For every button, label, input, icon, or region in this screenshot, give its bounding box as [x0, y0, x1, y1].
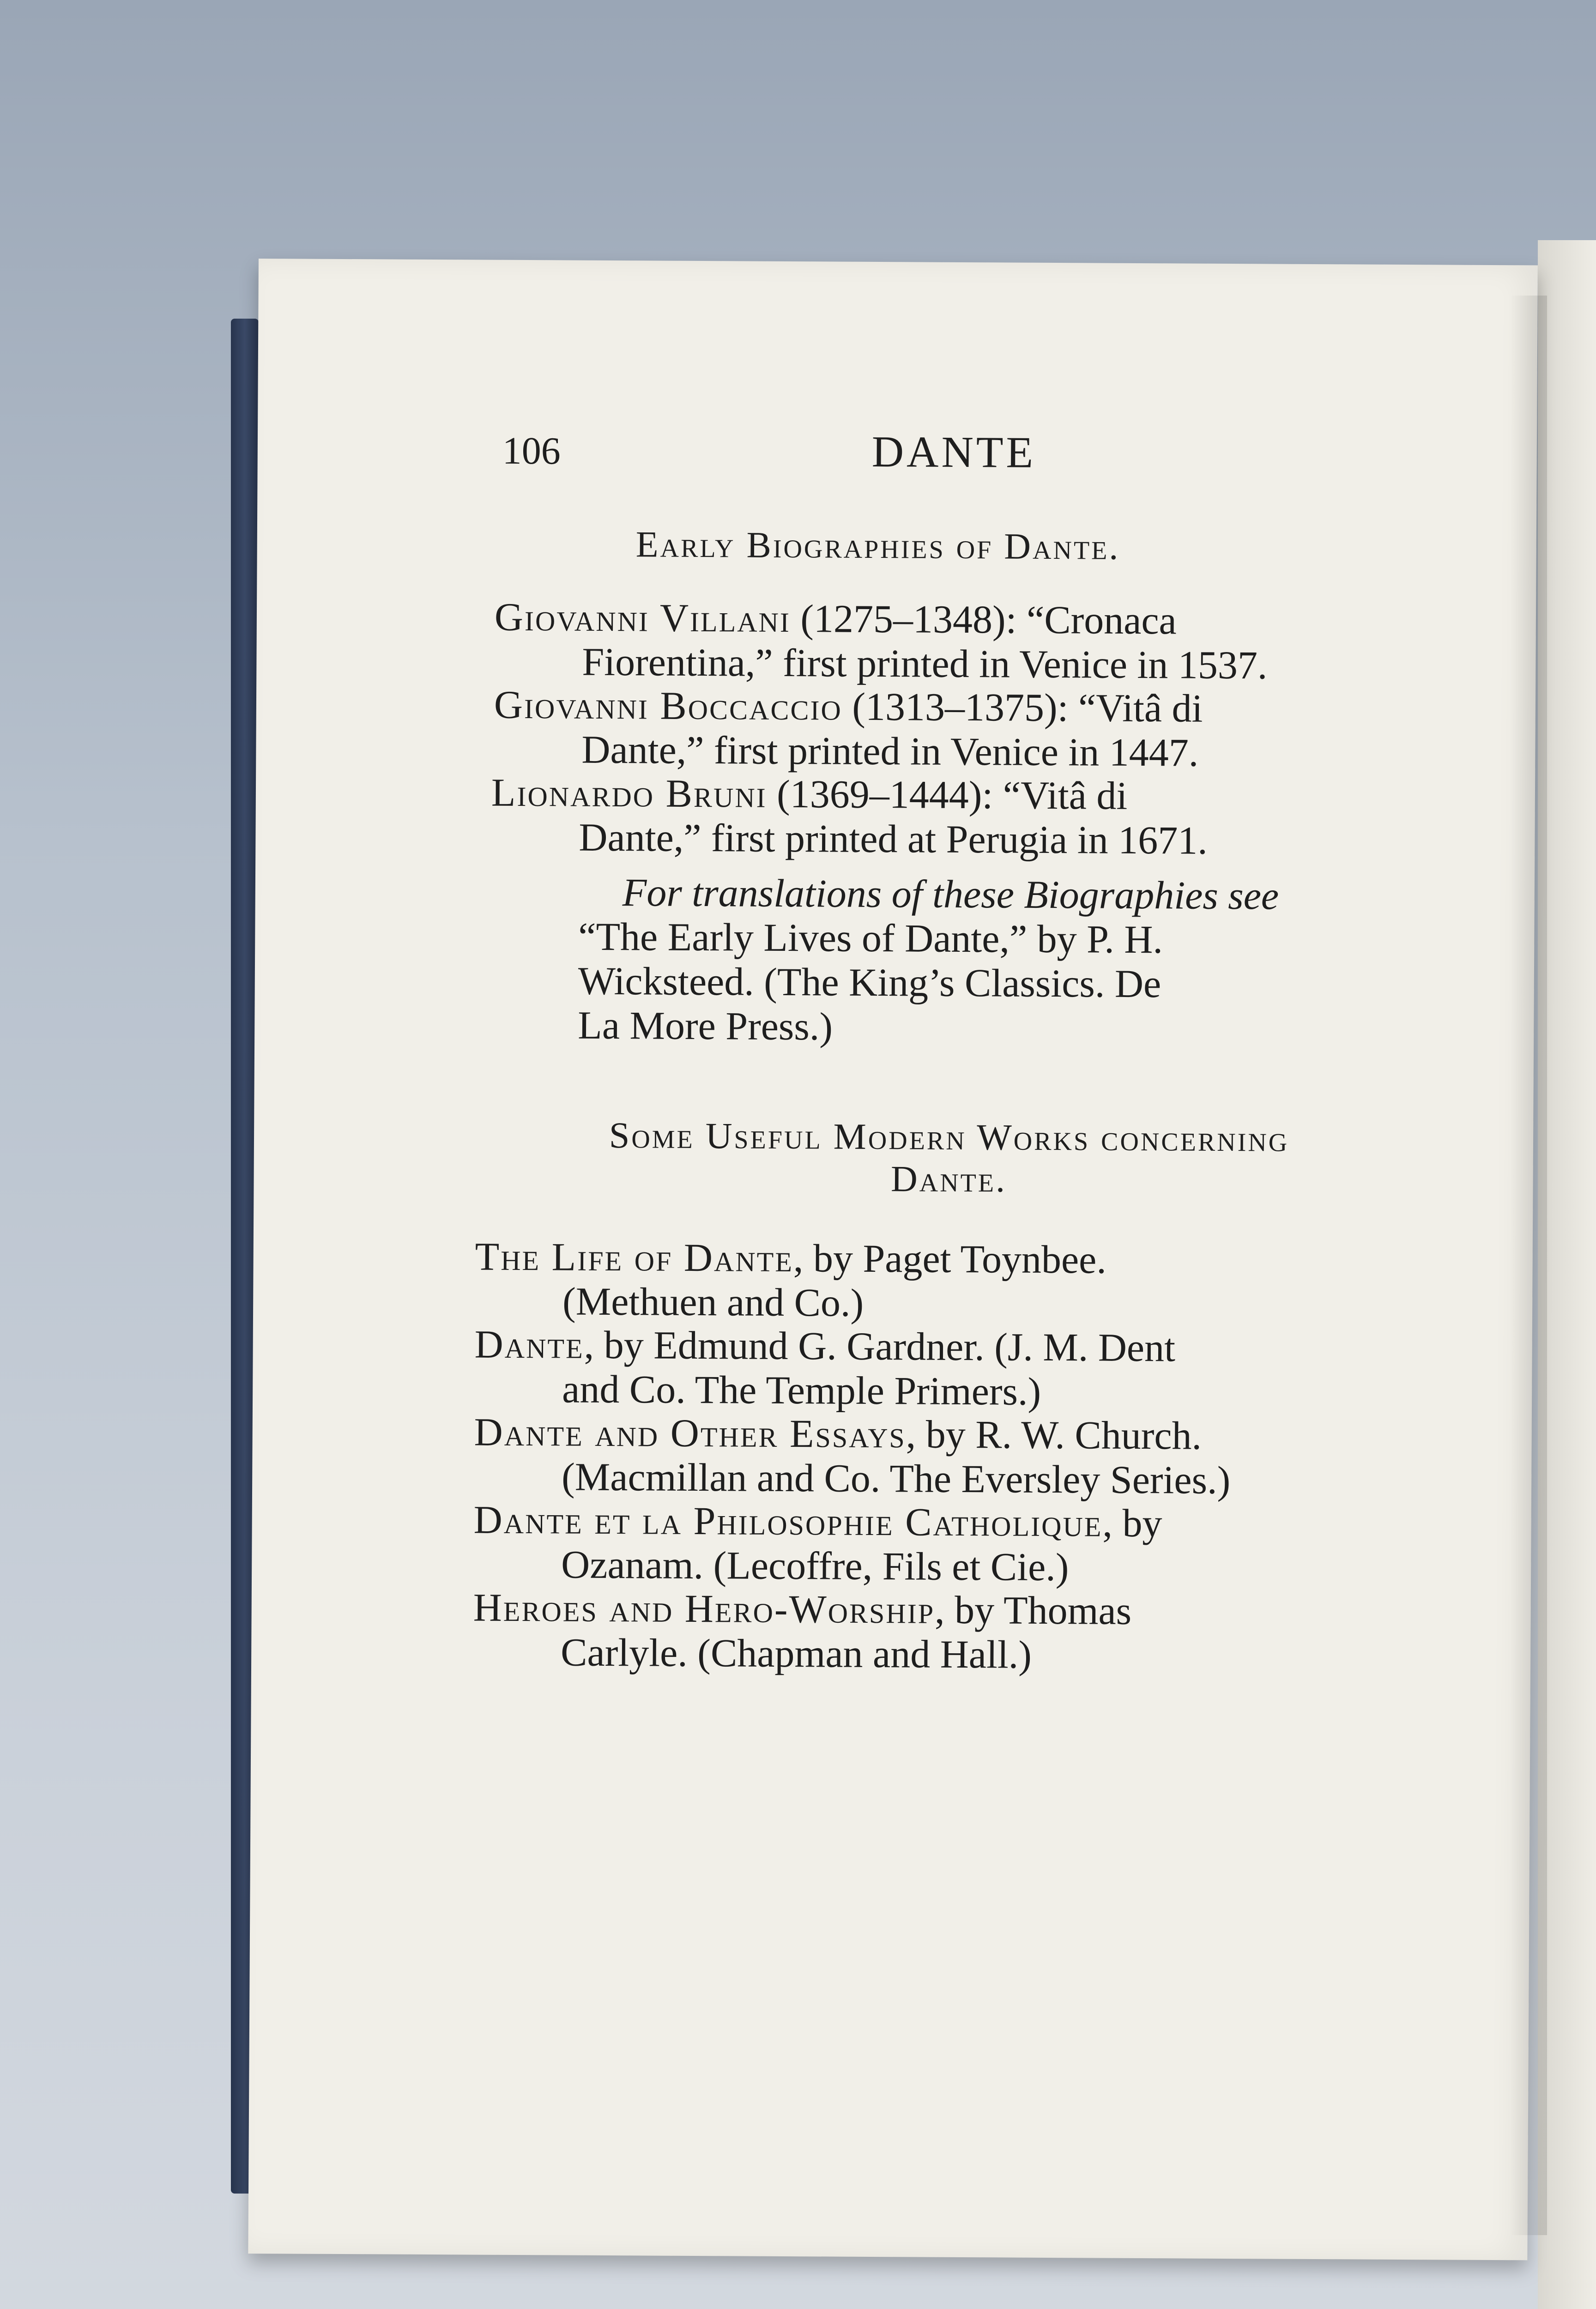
page-gutter-shadow — [1510, 296, 1547, 2235]
book-page — [248, 259, 1538, 2260]
modern-work-entry — [473, 1497, 1416, 1591]
entry-name: The Life of Dante — [475, 1234, 794, 1281]
note-italic-line: For translations of these Biographies see — [622, 870, 1279, 918]
modern-title-line: Dante. — [890, 1159, 1007, 1200]
entry-text: , by — [1102, 1500, 1162, 1546]
entry-text: , by R. W. Church. — [906, 1412, 1202, 1458]
entry-text: (1313–1375): “Vitâ di — [842, 684, 1203, 731]
translation-note — [578, 870, 1424, 1052]
entry-continuation: Dante,” first printed at Perugia in 1671. — [579, 815, 1208, 863]
early-biographies-title: Early Biographies of Dante. — [635, 524, 1120, 568]
entry-continuation: (Macmillan and Co. The Eversley Series.) — [561, 1454, 1231, 1503]
note-line: “The Early Lives of Dante,” by P. H. — [578, 914, 1163, 962]
entry-text: (1369–1444): “Vitâ di — [767, 771, 1128, 818]
entry-continuation: Carlyle. (Chapman and Hall.) — [560, 1630, 1032, 1677]
modern-works-title — [475, 1114, 1422, 1203]
entry-text: , by Paget Toynbee. — [793, 1236, 1107, 1282]
modern-work-entry — [474, 1322, 1417, 1415]
biography-entry — [494, 683, 1422, 776]
entry-name: Giovanni Villani — [494, 594, 791, 641]
entry-name: Dante et la Philosophie Catholique — [473, 1497, 1103, 1545]
note-line: La More Press.) — [578, 1003, 833, 1049]
modern-work-entry — [473, 1585, 1415, 1679]
page-number: 106 — [502, 429, 561, 473]
entry-name: Lionardo Bruni — [491, 770, 767, 816]
entry-name: Giovanni Boccaccio — [494, 682, 843, 729]
entry-continuation: Dante,” first printed in Venice in 1447. — [581, 727, 1199, 775]
entry-continuation: Fiorentina,” first printed in Venice in 1537. — [582, 639, 1268, 688]
entry-text: , by Edmund G. Gardner. (J. M. Dent — [584, 1322, 1176, 1370]
entry-continuation: Ozanam. (Lecoffre, Fils et Cie.) — [561, 1542, 1069, 1590]
entry-continuation: (Methuen and Co.) — [562, 1279, 864, 1325]
entry-text: (1275–1348): “Cronaca — [790, 596, 1177, 643]
entry-name: Dante — [474, 1322, 585, 1367]
modern-work-entry — [475, 1234, 1417, 1328]
modern-work-entry — [474, 1409, 1416, 1503]
biography-entry — [491, 770, 1422, 864]
entry-text: , by Thomas — [934, 1587, 1132, 1633]
biography-entry — [494, 595, 1423, 689]
entry-continuation: and Co. The Temple Primers.) — [562, 1366, 1041, 1414]
modern-title-line: Some Useful Modern Works concerning — [609, 1115, 1289, 1160]
entry-name: Heroes and Hero-Worship — [473, 1585, 935, 1632]
note-line: Wicksteed. (The King’s Classics. De — [578, 958, 1161, 1006]
entry-name: Dante and Other Essays — [474, 1409, 907, 1457]
running-head: DANTE — [871, 426, 1036, 477]
page-header — [502, 424, 1450, 484]
